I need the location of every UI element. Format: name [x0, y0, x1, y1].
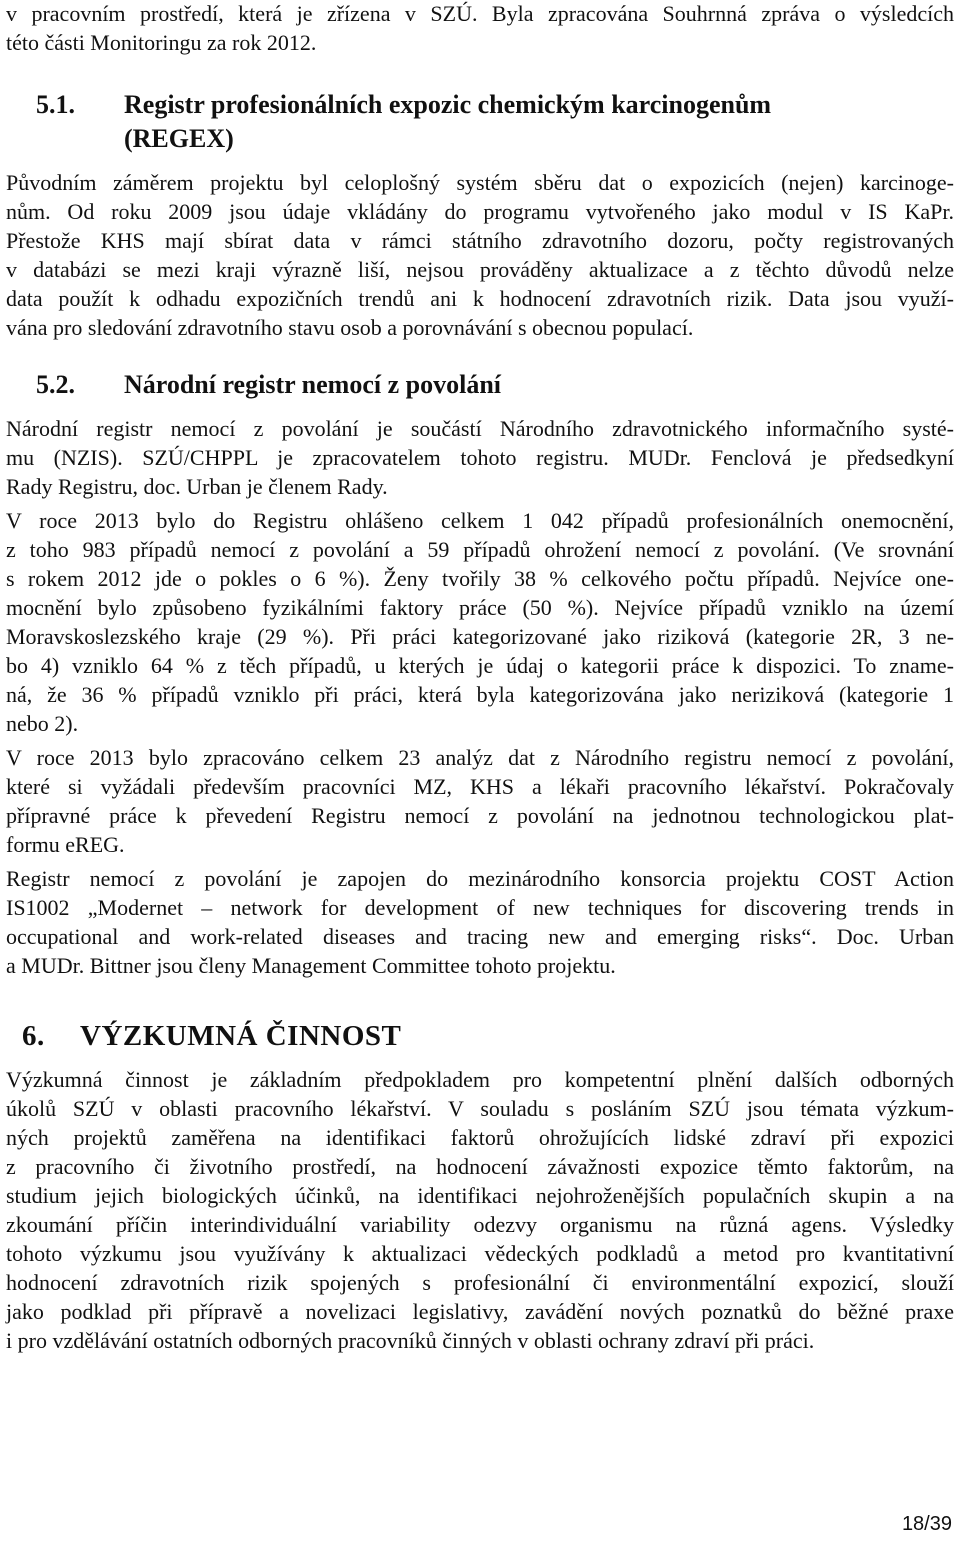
- paragraph-line: Národní registr nemocí z povolání je součástí Národního zdravotnického informačního systé-: [6, 416, 954, 441]
- paragraph-line: přípravné práce k převedení Registru nemocí z povolání na jednotnou technologickou plat-: [6, 803, 954, 828]
- paragraph-line: bo 4) vzniklo 64 % z těch případů, u kterých je údaj o kategorii práce k dispozici. To znamе-: [6, 653, 954, 678]
- paragraph-line: V roce 2013 bylo do Registru ohlášeno celkem 1 042 případů profesionálních onemocnění,: [6, 508, 954, 533]
- paragraph-line: nům. Od roku 2009 jsou údaje vkládány do programu vytvořeného jako modul v IS KaPr.: [6, 199, 954, 224]
- paragraph-line: Původním záměrem projektu byl celoplošný systém sběru dat o expozicích (nejen) karcinoge-: [6, 170, 954, 195]
- section-number-5-1: 5.1.: [36, 90, 75, 119]
- paragraph-line: v databázi se mezi kraji výrazně liší, nejsou prováděny aktualizace a z těchto důvodů nelze: [6, 257, 954, 282]
- paragraph-line: V roce 2013 bylo zpracováno celkem 23 analýz dat z Národního registru nemocí z povolání,: [6, 745, 954, 770]
- paragraph-line: které si vyžádali především pracovníci MZ, KHS a lékaři pracovního lékařství. Pokračovaly: [6, 774, 954, 799]
- paragraph-line: mu (NZIS). SZÚ/CHPPL je zpracovatelem tohoto registru. MUDr. Fenclová je předsedkyní: [6, 445, 954, 470]
- paragraph-line: ných projektů zaměřena na identifikaci faktorů ohrožujících lidské zdraví při expozici: [6, 1125, 954, 1150]
- paragraph-line: Přestože KHS mají sbírat data v rámci státního zdravotního dozoru, počty registrovaných: [6, 228, 954, 253]
- paragraph-line: ná, že 36 % případů vzniklo při práci, která byla kategorizována jako neriziková (kategorie 1: [6, 682, 954, 707]
- chapter-title-6: VÝZKUMNÁ ČINNOST: [80, 1020, 402, 1052]
- page-number: 18/39: [901, 1513, 952, 1535]
- paragraph-line: studium jejich biologických účinků, na identifikaci nejohroženějších populačních skupin a na: [6, 1183, 954, 1208]
- section-number-5-2: 5.2.: [36, 370, 75, 399]
- paragraph-line: Rady Registru, doc. Urban je členem Rady.: [6, 474, 388, 499]
- chapter-number-6: 6.: [22, 1020, 45, 1052]
- paragraph-line: jako podklad při přípravě a novelizaci legislativy, zavádění nových poznatků do běžné praxe: [6, 1299, 954, 1324]
- paragraph-line: tohoto výzkumu jsou využívány k aktualizaci vědeckých podkladů a metod pro kvantitativní: [6, 1241, 954, 1266]
- paragraph-line: data použít k odhadu expozičních trendů ani k hodnocení zdravotních rizik. Data jsou využí-: [6, 286, 954, 311]
- paragraph-line: vána pro sledování zdravotního stavu osob a porovnávání s obecnou populací.: [6, 315, 694, 340]
- paragraph-line: úkolů SZÚ v oblasti pracovního lékařství. V souladu s posláním SZÚ jsou témata výzkum-: [6, 1096, 954, 1121]
- paragraph-line: hodnocení zdravotních rizik spojených s profesionální či environmentální expozicí, slouží: [6, 1270, 954, 1295]
- paragraph-line: IS1002 „Modernet – network for development of new techniques for discovering trends in: [6, 895, 954, 920]
- paragraph-line: a MUDr. Bittner jsou členy Management Committee tohoto projektu.: [6, 953, 616, 978]
- intro-line: této části Monitoringu za rok 2012.: [6, 30, 317, 55]
- paragraph-line: Registr nemocí z povolání je zapojen do mezinárodního konsorcia projektu COST Action: [6, 866, 954, 891]
- section-title-5-1: Registr profesionálních expozic chemickým karcinogenům: [124, 90, 772, 119]
- section-title-5-2: Národní registr nemocí z povolání: [124, 370, 501, 399]
- paragraph-line: i pro vzdělávání ostatních odborných pracovníků činných v oblasti ochrany zdraví při práci.: [6, 1328, 815, 1353]
- paragraph-line: zkoumání příčin interindividuální variability odezvy organismu na různá agens. Výsledky: [6, 1212, 954, 1237]
- paragraph-line: z pracovního či životního prostředí, na hodnocení závažnosti expozice těmto faktorům, na: [6, 1154, 954, 1179]
- paragraph-line: z toho 983 případů nemocí z povolání a 59 případů ohrožení nemocí z povolání. (Ve srovnání: [6, 537, 954, 562]
- paragraph-line: s rokem 2012 jde o pokles o 6 %). Ženy tvořily 38 % celkového počtu případů. Nejvíce one-: [6, 566, 954, 591]
- intro-line: v pracovním prostředí, která je zřízena v SZÚ. Byla zpracována Souhrnná zpráva o výsledcích: [6, 1, 954, 26]
- paragraph-line: Výzkumná činnost je základním předpokladem pro kompetentní plnění dalších odborných: [6, 1067, 954, 1092]
- paragraph-line: formu eREG.: [6, 832, 125, 857]
- paragraph-line: mocnění bylo způsobeno fyzikálními faktory práce (50 %). Nejvíce případů vzniklo na území: [6, 595, 954, 620]
- paragraph-line: Moravskoslezského kraje (29 %). Při práci kategorizované jako riziková (kategorie 2R, 3 ne-: [6, 624, 954, 649]
- paragraph-line: nebo 2).: [6, 711, 79, 736]
- paragraph-line: occupational and work-related diseases and tracing new and emerging risks“. Doc. Urban: [6, 924, 954, 949]
- section-title-5-1-cont: (REGEX): [124, 124, 234, 153]
